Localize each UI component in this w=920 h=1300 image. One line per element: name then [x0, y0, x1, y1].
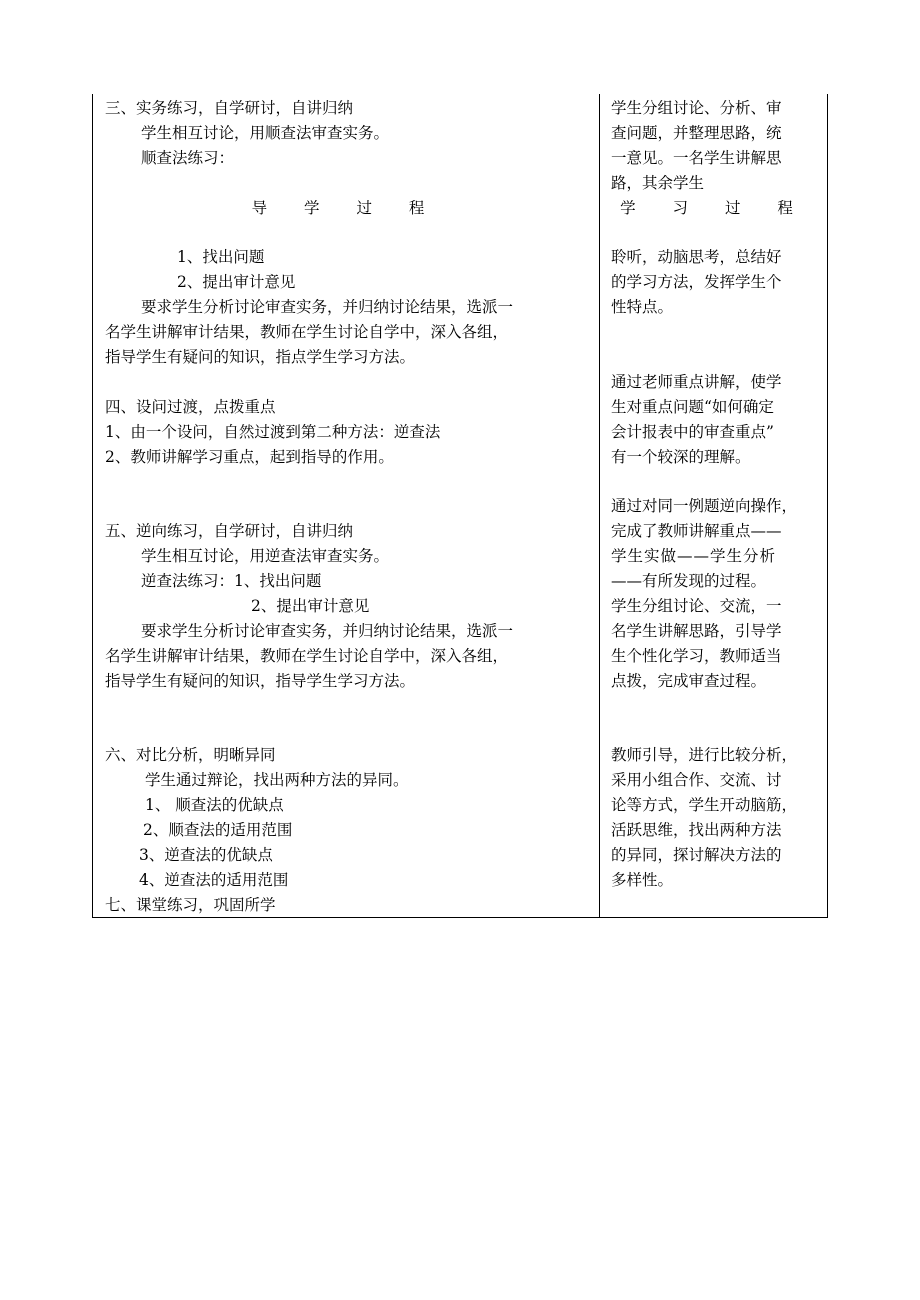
- right-line-01: 学生分组讨论、分析、审: [611, 99, 782, 117]
- left-column-heading: 导 学 过 程: [251, 199, 441, 217]
- right-line-15: ——有所发现的过程。: [611, 572, 767, 590]
- left-line-11: 2、教师讲解学习重点，起到指导的作用。: [105, 448, 394, 466]
- left-line-08: 指导学生有疑问的知识，指点学生学习方法。: [105, 348, 416, 366]
- left-line-05: 2、提出审计意见: [177, 273, 296, 291]
- right-line-07: 性特点。: [611, 298, 674, 316]
- left-line-06: 要求学生分析讨论审查实务，并归纳讨论结果，选派一: [141, 298, 514, 316]
- left-line-18: 指导学生有疑问的知识，指导学生学习方法。: [105, 672, 416, 690]
- right-line-14: 学生实做——学生分析: [611, 547, 777, 565]
- left-line-22: 2、顺查法的适用范围: [143, 821, 293, 839]
- right-line-13: 完成了教师讲解重点——: [611, 522, 782, 540]
- right-line-16: 学生分组讨论、交流，一: [611, 597, 782, 615]
- left-line-04: 1、找出问题: [177, 248, 265, 266]
- left-line-14: 逆查法练习：1、找出问题: [141, 572, 322, 590]
- left-line-20: 学生通过辩论，找出两种方法的异同。: [145, 771, 409, 789]
- left-line-13: 学生相互讨论，用逆查法审查实务。: [141, 547, 390, 565]
- left-line-02: 学生相互讨论，用顺查法审查实务。: [141, 124, 390, 142]
- right-line-03: 一意见。一名学生讲解思: [611, 149, 782, 167]
- left-line-16: 要求学生分析讨论审查实务，并归纳讨论结果，选派一: [141, 622, 514, 640]
- left-line-17: 名学生讲解审计结果，教师在学生讨论自学中，深入各组，: [105, 647, 509, 665]
- left-line-19: 六、对比分析，明晰异同: [105, 746, 276, 764]
- right-line-09: 生对重点问题“如何确定: [611, 398, 774, 416]
- right-line-06: 的学习方法，发挥学生个: [611, 273, 782, 291]
- left-line-03: 顺查法练习：: [141, 149, 235, 167]
- left-line-24: 4、逆查法的适用范围: [139, 871, 289, 889]
- right-line-22: 论等方式，学生开动脑筋，: [611, 796, 798, 814]
- left-line-21: 1、 顺查法的优缺点: [145, 796, 284, 814]
- left-line-09: 四、设问过渡，点拨重点: [105, 398, 276, 416]
- right-line-05: 聆听，动脑思考，总结好: [611, 248, 782, 266]
- right-line-10: 会计报表中的审查重点”: [611, 423, 774, 441]
- right-line-08: 通过老师重点讲解，使学: [611, 373, 782, 391]
- left-line-07: 名学生讲解审计结果，教师在学生讨论自学中，深入各组，: [105, 323, 509, 341]
- right-line-12: 通过对同一例题逆向操作，: [611, 497, 798, 515]
- right-line-24: 的异同，探讨解决方法的: [611, 846, 782, 864]
- left-line-01: 三、实务练习，自学研讨，自讲归纳: [105, 99, 354, 117]
- left-line-25: 七、课堂练习，巩固所学: [105, 896, 276, 914]
- right-line-04: 路，其余学生: [611, 174, 705, 192]
- right-line-25: 多样性。: [611, 871, 674, 889]
- right-line-23: 活跃思维，找出两种方法: [611, 821, 782, 839]
- left-line-15: 2、提出审计意见: [251, 597, 370, 615]
- right-line-11: 有一个较深的理解。: [611, 448, 751, 466]
- left-line-10: 1、由一个设问，自然过渡到第二种方法：逆查法: [105, 423, 441, 441]
- right-line-17: 名学生讲解思路，引导学: [611, 622, 782, 640]
- right-line-21: 采用小组合作、交流、讨: [611, 771, 782, 789]
- right-line-19: 点拨，完成审查过程。: [611, 672, 767, 690]
- right-column-heading: 学 习 过 程: [620, 199, 809, 217]
- right-line-18: 生个性化学习，教师适当: [611, 647, 782, 665]
- lesson-table: [92, 94, 828, 918]
- left-line-23: 3、逆查法的优缺点: [139, 846, 273, 864]
- right-line-02: 查问题，并整理思路，统: [611, 124, 782, 142]
- right-line-20: 教师引导，进行比较分析，: [611, 746, 798, 764]
- left-line-12: 五、逆向练习，自学研讨，自讲归纳: [105, 522, 354, 540]
